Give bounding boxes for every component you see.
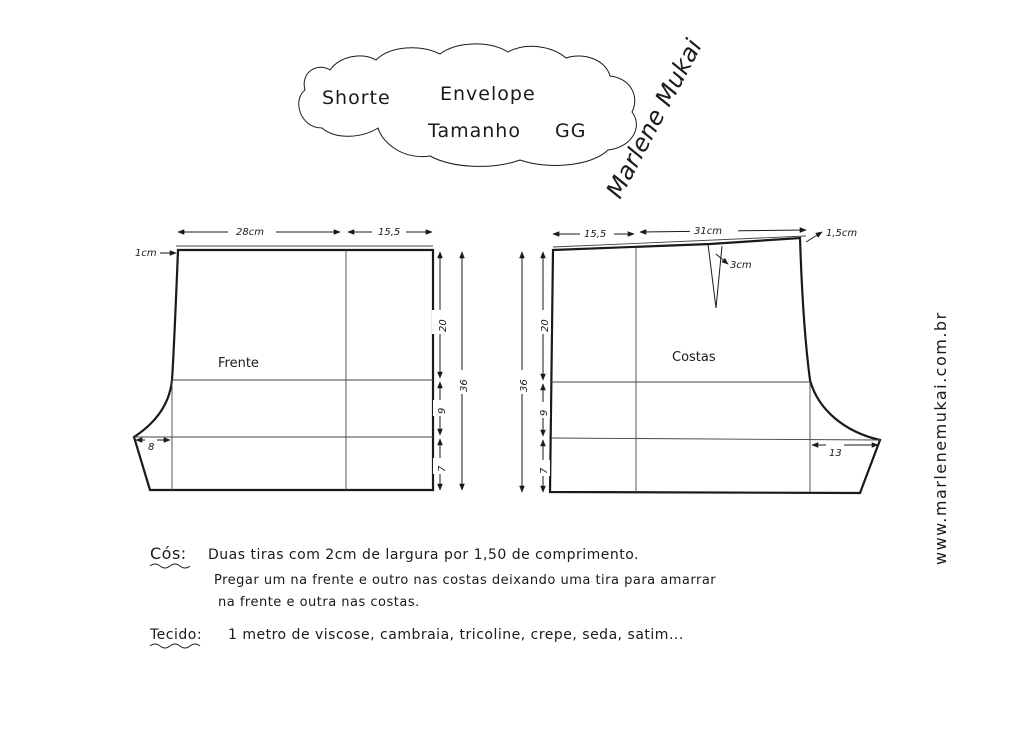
cos-line-1: Duas tiras com 2cm de largura por 1,50 de comprimento. [208,547,639,563]
back-dim-crotch: 13 [829,448,842,459]
back-dim-total: 36 [519,379,530,392]
back-crotch-line [551,438,880,440]
front-dim-corner: 1cm [135,248,157,259]
title-word-envelope: Envelope [440,83,536,105]
back-dim-mid: 9 [539,409,550,416]
back-dim-top-right: 31cm [694,226,722,237]
front-dim-upper: 20 [438,319,449,332]
signature: Marlene Mukai [600,34,708,203]
front-dim-total: 36 [459,379,470,392]
front-dim-lower: 7 [437,465,448,472]
front-pattern-piece [134,224,470,490]
back-pattern-piece [514,222,880,493]
title-word-shorte: Shorte [322,87,391,109]
front-dim-crotch: 8 [148,442,155,453]
front-dim-top-right: 15,5 [378,227,401,238]
back-dim-lower: 7 [539,467,550,474]
back-dart [708,244,722,308]
tecido-text: 1 metro de viscose, cambraia, tricoline, crepe, seda, satim... [228,627,684,643]
cos-line-3: na frente e outra nas costas. [218,595,420,610]
cos-label: Cós: [150,544,187,563]
front-outline [134,250,433,490]
website-text: www.marlenemukai.com.br [931,311,950,565]
tecido-underline [150,644,200,648]
back-dim-top-left: 15,5 [584,229,607,240]
title-word-size: GG [555,120,587,142]
tecido-label: Tecido: [150,627,203,643]
cos-underline [150,564,190,568]
cos-line-2: Pregar um na frente e outro nas costas deixando uma tira para amarrar [214,573,717,588]
back-dim-upper: 20 [540,319,551,332]
back-label: Costas [672,350,716,365]
back-dim-dart: 3cm [730,260,752,271]
notes-block [149,544,716,648]
title-word-tamanho: Tamanho [428,120,521,142]
title-cloud [299,44,637,166]
front-label: Frente [218,356,259,371]
front-dim-top-left: 28cm [236,227,264,238]
front-dim-mid: 9 [437,407,448,414]
back-dim-corner: 1,5cm [826,228,858,239]
